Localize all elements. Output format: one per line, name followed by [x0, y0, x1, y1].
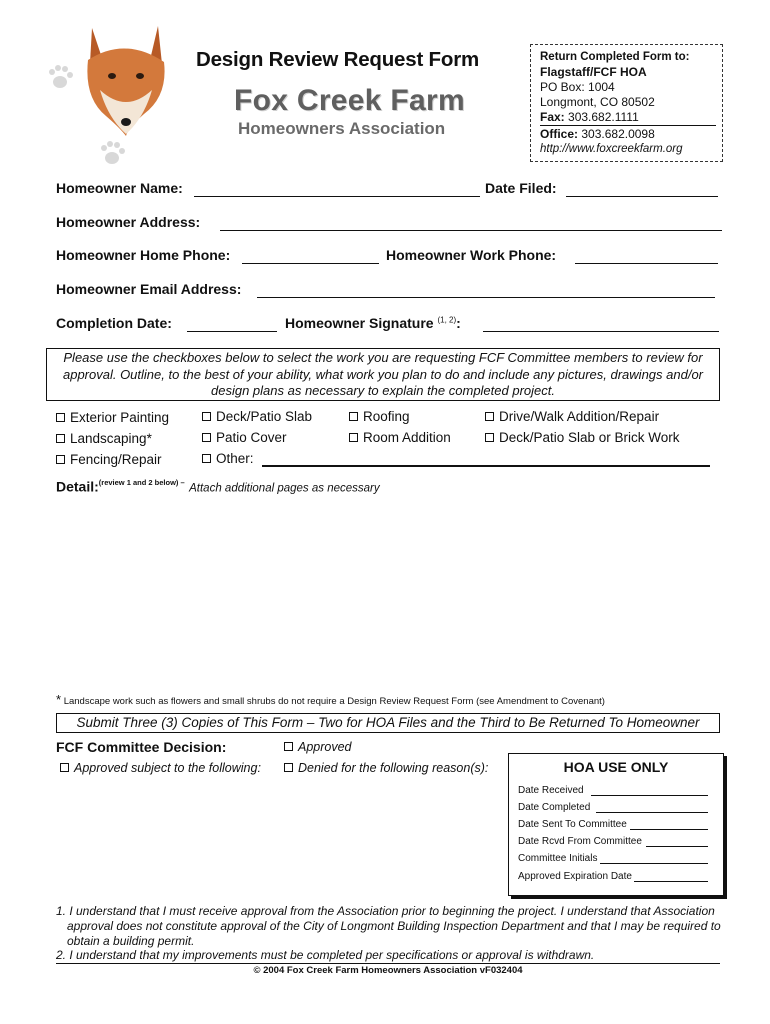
paw-print-icon: [49, 65, 73, 88]
home-phone-input[interactable]: [242, 263, 379, 264]
checkbox-icon[interactable]: [349, 412, 358, 421]
agreement-1: 1. I understand that I must receive approval from the Association prior to beginning the project. I understand that Association approval does not constitute approval of the City of Longmont Building Inspection Department and that I may be required to obtain a building permit.: [56, 904, 721, 948]
signature-input[interactable]: [483, 331, 719, 332]
checkbox-roofing[interactable]: Roofing: [349, 409, 410, 424]
signature-label: Homeowner Signature: [285, 315, 434, 331]
return-city: Longmont, CO 80502: [540, 95, 655, 109]
checkbox-icon[interactable]: [56, 434, 65, 443]
detail-label: Detail:: [56, 478, 99, 495]
checkbox-approved[interactable]: Approved: [284, 740, 352, 754]
homeowner-name-input[interactable]: [194, 196, 480, 197]
checkbox-icon[interactable]: [202, 412, 211, 421]
checkbox-icon[interactable]: [485, 412, 494, 421]
checkbox-icon[interactable]: [284, 742, 293, 751]
fox-head-icon: [87, 26, 164, 136]
hoa-row-date-completed: Date Completed: [518, 802, 591, 813]
hoa-row-date-rcvd: Date Rcvd From Committee: [518, 836, 642, 847]
footnote-text: Landscape work such as flowers and small shrubs do not require a Design Review Request Form (see Amendment to Covenant): [63, 696, 605, 707]
hoa-use-only-title: HOA USE ONLY: [563, 759, 669, 775]
completion-date-label: Completion Date:: [56, 315, 172, 331]
hoa-row-approved-expiration: Approved Expiration Date: [518, 871, 632, 882]
detail-note: Attach additional pages as necessary: [189, 482, 380, 495]
checkbox-icon[interactable]: [349, 433, 358, 442]
checkbox-icon[interactable]: [60, 763, 69, 772]
checkbox-fencing[interactable]: Fencing/Repair: [56, 452, 162, 467]
homeowner-address-input[interactable]: [220, 230, 722, 231]
work-phone-label: Homeowner Work Phone:: [386, 247, 557, 263]
checkbox-deck-patio-slab[interactable]: Deck/Patio Slab: [202, 409, 312, 424]
detail-area[interactable]: [56, 500, 716, 686]
hoa-date-rcvd-input[interactable]: [646, 846, 708, 847]
hoa-date-sent-input[interactable]: [630, 829, 708, 830]
paw-print-icon: [101, 141, 125, 164]
return-address-box: [530, 44, 723, 162]
return-po-box: PO Box: 1004: [540, 80, 615, 94]
work-phone-row: [386, 247, 556, 263]
submit-banner-text: Submit Three (3) Copies of This Form – Two for HOA Files and the Third to Be Returned To Homeowner: [76, 715, 700, 730]
return-office: Office: 303.682.0098: [540, 127, 655, 141]
other-input[interactable]: [262, 465, 710, 467]
signature-superscript: (1, 2): [437, 315, 457, 325]
footnote-star: *: [56, 692, 62, 707]
checkbox-drive-walk[interactable]: Drive/Walk Addition/Repair: [485, 409, 659, 424]
date-filed-row: [485, 180, 557, 196]
work-phone-input[interactable]: [575, 263, 718, 264]
checkbox-icon[interactable]: [284, 763, 293, 772]
checkbox-other[interactable]: Other:: [202, 451, 254, 466]
completion-date-input[interactable]: [187, 331, 277, 332]
return-url[interactable]: http://www.foxcreekfarm.org: [540, 143, 683, 155]
footnote: [56, 692, 605, 707]
checkbox-denied[interactable]: Denied for the following reason(s):: [284, 761, 488, 775]
logo-name: Fox Creek Farm: [234, 84, 465, 117]
homeowner-name-label: Homeowner Name:: [56, 180, 183, 196]
copyright: © 2004 Fox Creek Farm Homeowners Association vF032404: [253, 965, 523, 976]
fox-logo: [40, 18, 170, 168]
signature-row: Homeowner Signature $^{(1, 2)}$:: [285, 315, 461, 331]
checkbox-icon[interactable]: [202, 433, 211, 442]
hoa-row-committee-initials: Committee Initials: [518, 853, 598, 864]
checkbox-room-addition[interactable]: Room Addition: [349, 430, 451, 445]
checkbox-patio-cover[interactable]: Patio Cover: [202, 430, 287, 445]
homeowner-address-label: Homeowner Address:: [56, 214, 201, 230]
homeowner-name-row: [56, 180, 183, 196]
hoa-approved-expiration-input[interactable]: [634, 881, 708, 882]
checkbox-approved-subject[interactable]: Approved subject to the following:: [60, 761, 261, 775]
hoa-committee-initials-input[interactable]: [600, 863, 708, 864]
detail-row: [56, 478, 380, 496]
completion-date-row: [56, 315, 172, 331]
submit-banner: [56, 713, 720, 733]
checkbox-icon[interactable]: [56, 413, 65, 422]
hoa-date-completed-input[interactable]: [596, 812, 708, 813]
return-org: Flagstaff/FCF HOA: [540, 65, 647, 79]
date-filed-input[interactable]: [566, 196, 718, 197]
checkbox-icon[interactable]: [56, 455, 65, 464]
form-title: Design Review Request Form: [196, 48, 480, 71]
checkbox-icon[interactable]: [485, 433, 494, 442]
logo-subtitle: Homeowners Association: [238, 119, 446, 138]
hoa-row-date-sent: Date Sent To Committee: [518, 819, 627, 830]
hoa-row-date-received: Date Received: [518, 785, 584, 796]
home-phone-label: Homeowner Home Phone:: [56, 247, 231, 263]
hoa-date-received-input[interactable]: [591, 795, 708, 796]
detail-superscript: (review 1 and 2 below) –: [98, 478, 185, 487]
homeowner-address-row: [56, 214, 200, 230]
checkbox-icon[interactable]: [202, 454, 211, 463]
email-row: [56, 281, 241, 297]
committee-decision-title: FCF Committee Decision:: [56, 739, 227, 755]
home-phone-row: [56, 247, 230, 263]
agreement-2: 2. I understand that my improvements must be completed per specifications or approval is withdrawn.: [56, 948, 720, 964]
checkbox-landscaping[interactable]: Landscaping*: [56, 431, 152, 446]
email-label: Homeowner Email Address:: [56, 281, 242, 297]
instructions-text: Please use the checkboxes below to select the work you are requesting FCF Committee members to review for approval. Outline, to the best of your ability, what work you plan to do and include any pictures, drawings and/or design plans as necessary to explain the completed project.: [62, 350, 703, 398]
instructions-box: [46, 348, 720, 401]
return-fax: Fax: 303.682.1111: [540, 110, 716, 126]
email-input[interactable]: [257, 297, 715, 298]
checkbox-exterior-painting[interactable]: Exterior Painting: [56, 410, 169, 425]
date-filed-label: Date Filed:: [485, 180, 557, 196]
return-heading: Return Completed Form to:: [540, 51, 690, 63]
checkbox-deck-brick[interactable]: Deck/Patio Slab or Brick Work: [485, 430, 680, 445]
